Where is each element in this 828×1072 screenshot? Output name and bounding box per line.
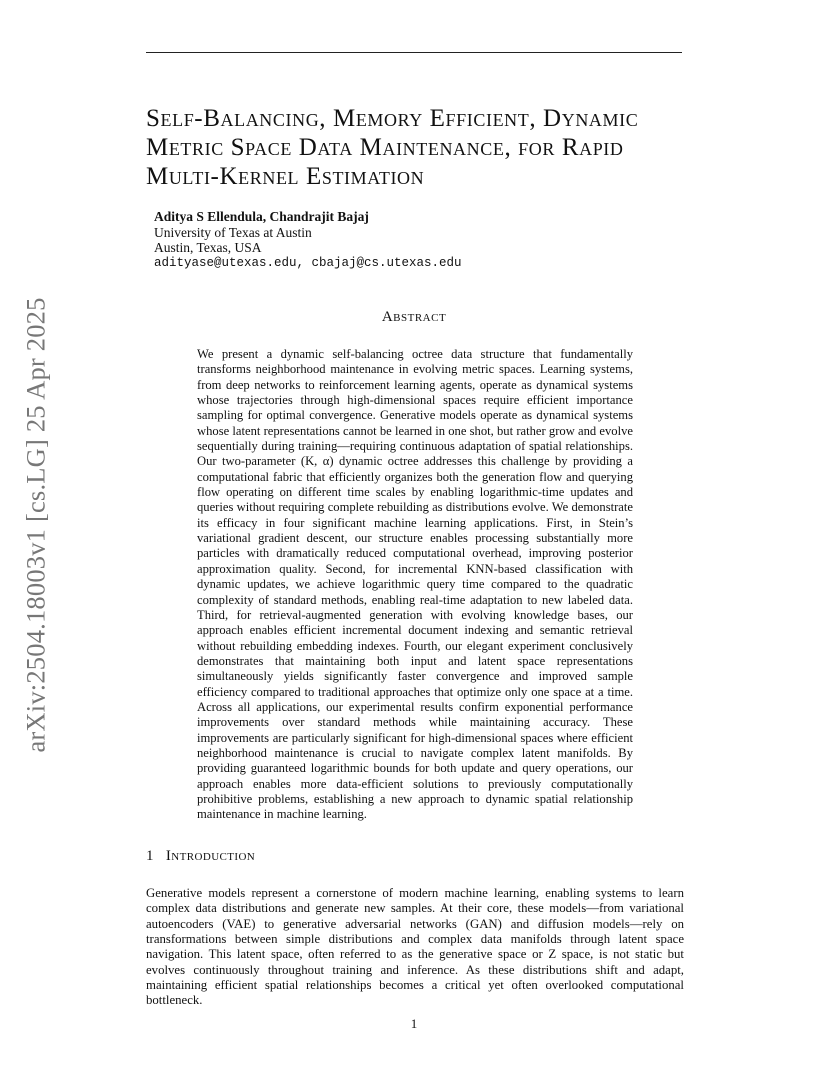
page-number: 1 [410, 1016, 418, 1031]
top-rule [146, 52, 682, 53]
section-title: Introduction [165, 848, 256, 864]
introduction-text: Generative models represent a cornerstone of modern machine learning, enabling systems to learn complex data distributions and generate new samples. At their core, these models—from variational autoencoders (VAE) to generative adversarial networks (GAN) and diffusion models—rely on transformations between simple distributions and complex data manifolds through latent space navigation. This latent space, often referred to as the generative space or Z space, is not static but evolves continuously throughout training and inference. As these distributions shift and adapt, maintaining efficient spatial relationships becomes a critical yet often overlooked computational bottleneck. [146, 886, 684, 1008]
author-emails[interactable]: adityase@utexas.edu, cbajaj@cs.utexas.edu [154, 255, 462, 270]
author-location: Austin, Texas, USA [154, 240, 262, 255]
section-number: 1 [146, 848, 154, 864]
section-heading-introduction [146, 848, 255, 865]
abstract-heading: Abstract [381, 309, 447, 325]
author-block [154, 209, 462, 271]
arxiv-identifier-text[interactable]: arXiv:2504.18003v1 [cs.LG] 25 Apr 2025 [20, 297, 51, 753]
author-names: Aditya S Ellendula, Chandrajit Bajaj [154, 209, 369, 224]
paper-title: Self-Balancing, Memory Efficient, Dynamic Metric Space Data Maintenance, for Rapid Multi-Kernel Estimation [146, 105, 639, 190]
author-affiliation: University of Texas at Austin [154, 224, 312, 240]
abstract-text: We present a dynamic self-balancing octree data structure that fundamentally transforms neighborhood maintenance in evolving metric spaces. Learning systems, from deep networks to reinforcement learning agents, operate as dynamical systems whose trajectories through high-dimensional spaces require efficient importance sampling for optimal convergence. Generative models operate as dynamical systems whose latent representations cannot be learned in one shot, but rather grow and evolve sequentially during training—requiring continuous adaptation of spatial relationships. Our two-parameter (K, α) dynamic octree addresses this challenge by providing a computational fabric that efficiently organizes both the generation flow and querying flow operating on different time scales by enabling logarithmic-time updates and queries without requiring complete rebuilding as distributions evolve. We demonstrate its efficacy in four significant machine learning applications. First, in Stein’s variational gradient descent, our structure enables processing substantially more particles with dramatically reduced computational overhead, improving posterior approximation quality. Second, for incremental KNN-based classification with dynamic updates, we achieve logarithmic query time compared to the quadratic complexity of standard methods, enabling real-time adaptation to new labeled data. Third, for retrieval-augmented generation with evolving knowledge bases, our approach enables efficient incremental document indexing and semantic retrieval without rebuilding embedding indexes. Fourth, our elegant experiment conclusively demonstrates that maintaining both input and latent space representations simultaneously yields significantly faster convergence and improved sample efficiency compared to traditional approaches that optimize only one space at a time. Across all applications, our experimental results confirm exponential performance improvements over standard methods while maintaining accuracy. These improvements are particularly significant for high-dimensional spaces where efficient neighborhood maintenance is crucial to navigate complex latent manifolds. By providing guaranteed logarithmic bounds for both update and query operations, our approach enables more data-efficient solutions to previously computationally prohibitive problems, establishing a new approach to dynamic spatial relationship maintenance in machine learning. [197, 347, 633, 822]
